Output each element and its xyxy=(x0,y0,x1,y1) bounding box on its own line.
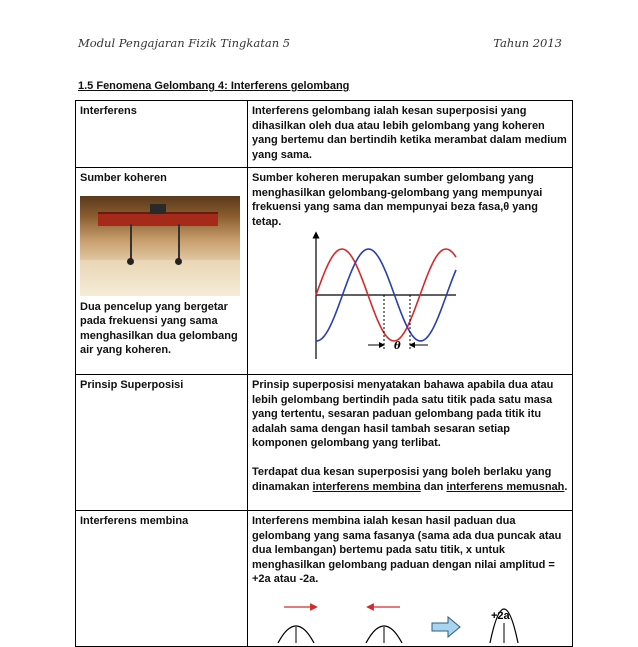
table-row xyxy=(76,101,573,168)
definition-cell: Interferens gelombang ialah kesan superposisi yang dihasilkan oleh dua atau lebih gelombang yang koheren yang bertemu dan bertindih ketika merambat dalam medium yang sama. xyxy=(248,101,573,168)
constructive-diagram xyxy=(258,597,538,643)
term-cell: Prinsip Superposisi xyxy=(76,375,248,511)
definition-cell xyxy=(248,375,573,511)
term-cell xyxy=(76,168,248,375)
term-cell: Interferens xyxy=(76,101,248,168)
amplitude-label: +2a xyxy=(491,609,510,622)
year-label: Tahun 2013 xyxy=(493,36,562,50)
table-row xyxy=(76,375,573,511)
term-label: Sumber koheren xyxy=(80,172,167,184)
destructive-term: interferens memusnah xyxy=(446,480,565,493)
module-title: Modul Pengajaran Fizik Tingkatan 5 xyxy=(78,36,291,50)
constructive-definition: Interferens membina ialah kesan hasil paduan dua gelombang yang sama fasanya (sama ada dua puncak atau dua lembangan) bertemu pada satu titik, x untuk menghasilkan gelombang paduan dengan nilai amplitud = +2a atau -2a. xyxy=(252,515,562,586)
photo-caption: Dua pencelup yang bergetar pada frekuensi yang sama menghasilkan dua gelombang air yang koheren. xyxy=(80,300,238,357)
superposition-definition: Prinsip superposisi menyatakan bahawa apabila dua atau lebih gelombang bertindih pada satu titik pada satu masa yang tertentu, sesaran paduan gelombang pada titik itu adalah sama dengan hasil tambah sesaran setiap komponen gelombang yang terlibat. xyxy=(252,379,554,450)
table-row xyxy=(76,511,573,647)
table-row xyxy=(76,168,573,375)
phase-label: θ xyxy=(394,341,401,353)
definition-table xyxy=(75,100,573,647)
term-cell: Interferens membina xyxy=(76,511,248,647)
definition-cell xyxy=(248,511,573,647)
coherent-definition: Sumber koheren merupakan sumber gelombang yang menghasilkan gelombang-gelombang yang mempunyai frekuensi yang sama dan mempunyai beza fasa,θ yang tetap. xyxy=(252,172,543,228)
section-title: 1.5 Fenomena Gelombang 4: Interferens gelombang xyxy=(78,80,350,92)
theta-symbol: θ xyxy=(503,201,510,214)
constructive-term: interferens membina xyxy=(312,480,421,493)
superposition-effects: Terdapat dua kesan superposisi yang boleh berlaku yang dinamakan interferens membina dan interferens memusnah. xyxy=(252,465,568,493)
definition-cell xyxy=(248,168,573,375)
page-header xyxy=(78,36,562,56)
ripple-tank-photo xyxy=(80,196,240,296)
phase-difference-graph xyxy=(310,231,460,363)
result-arrow-icon xyxy=(432,617,460,637)
